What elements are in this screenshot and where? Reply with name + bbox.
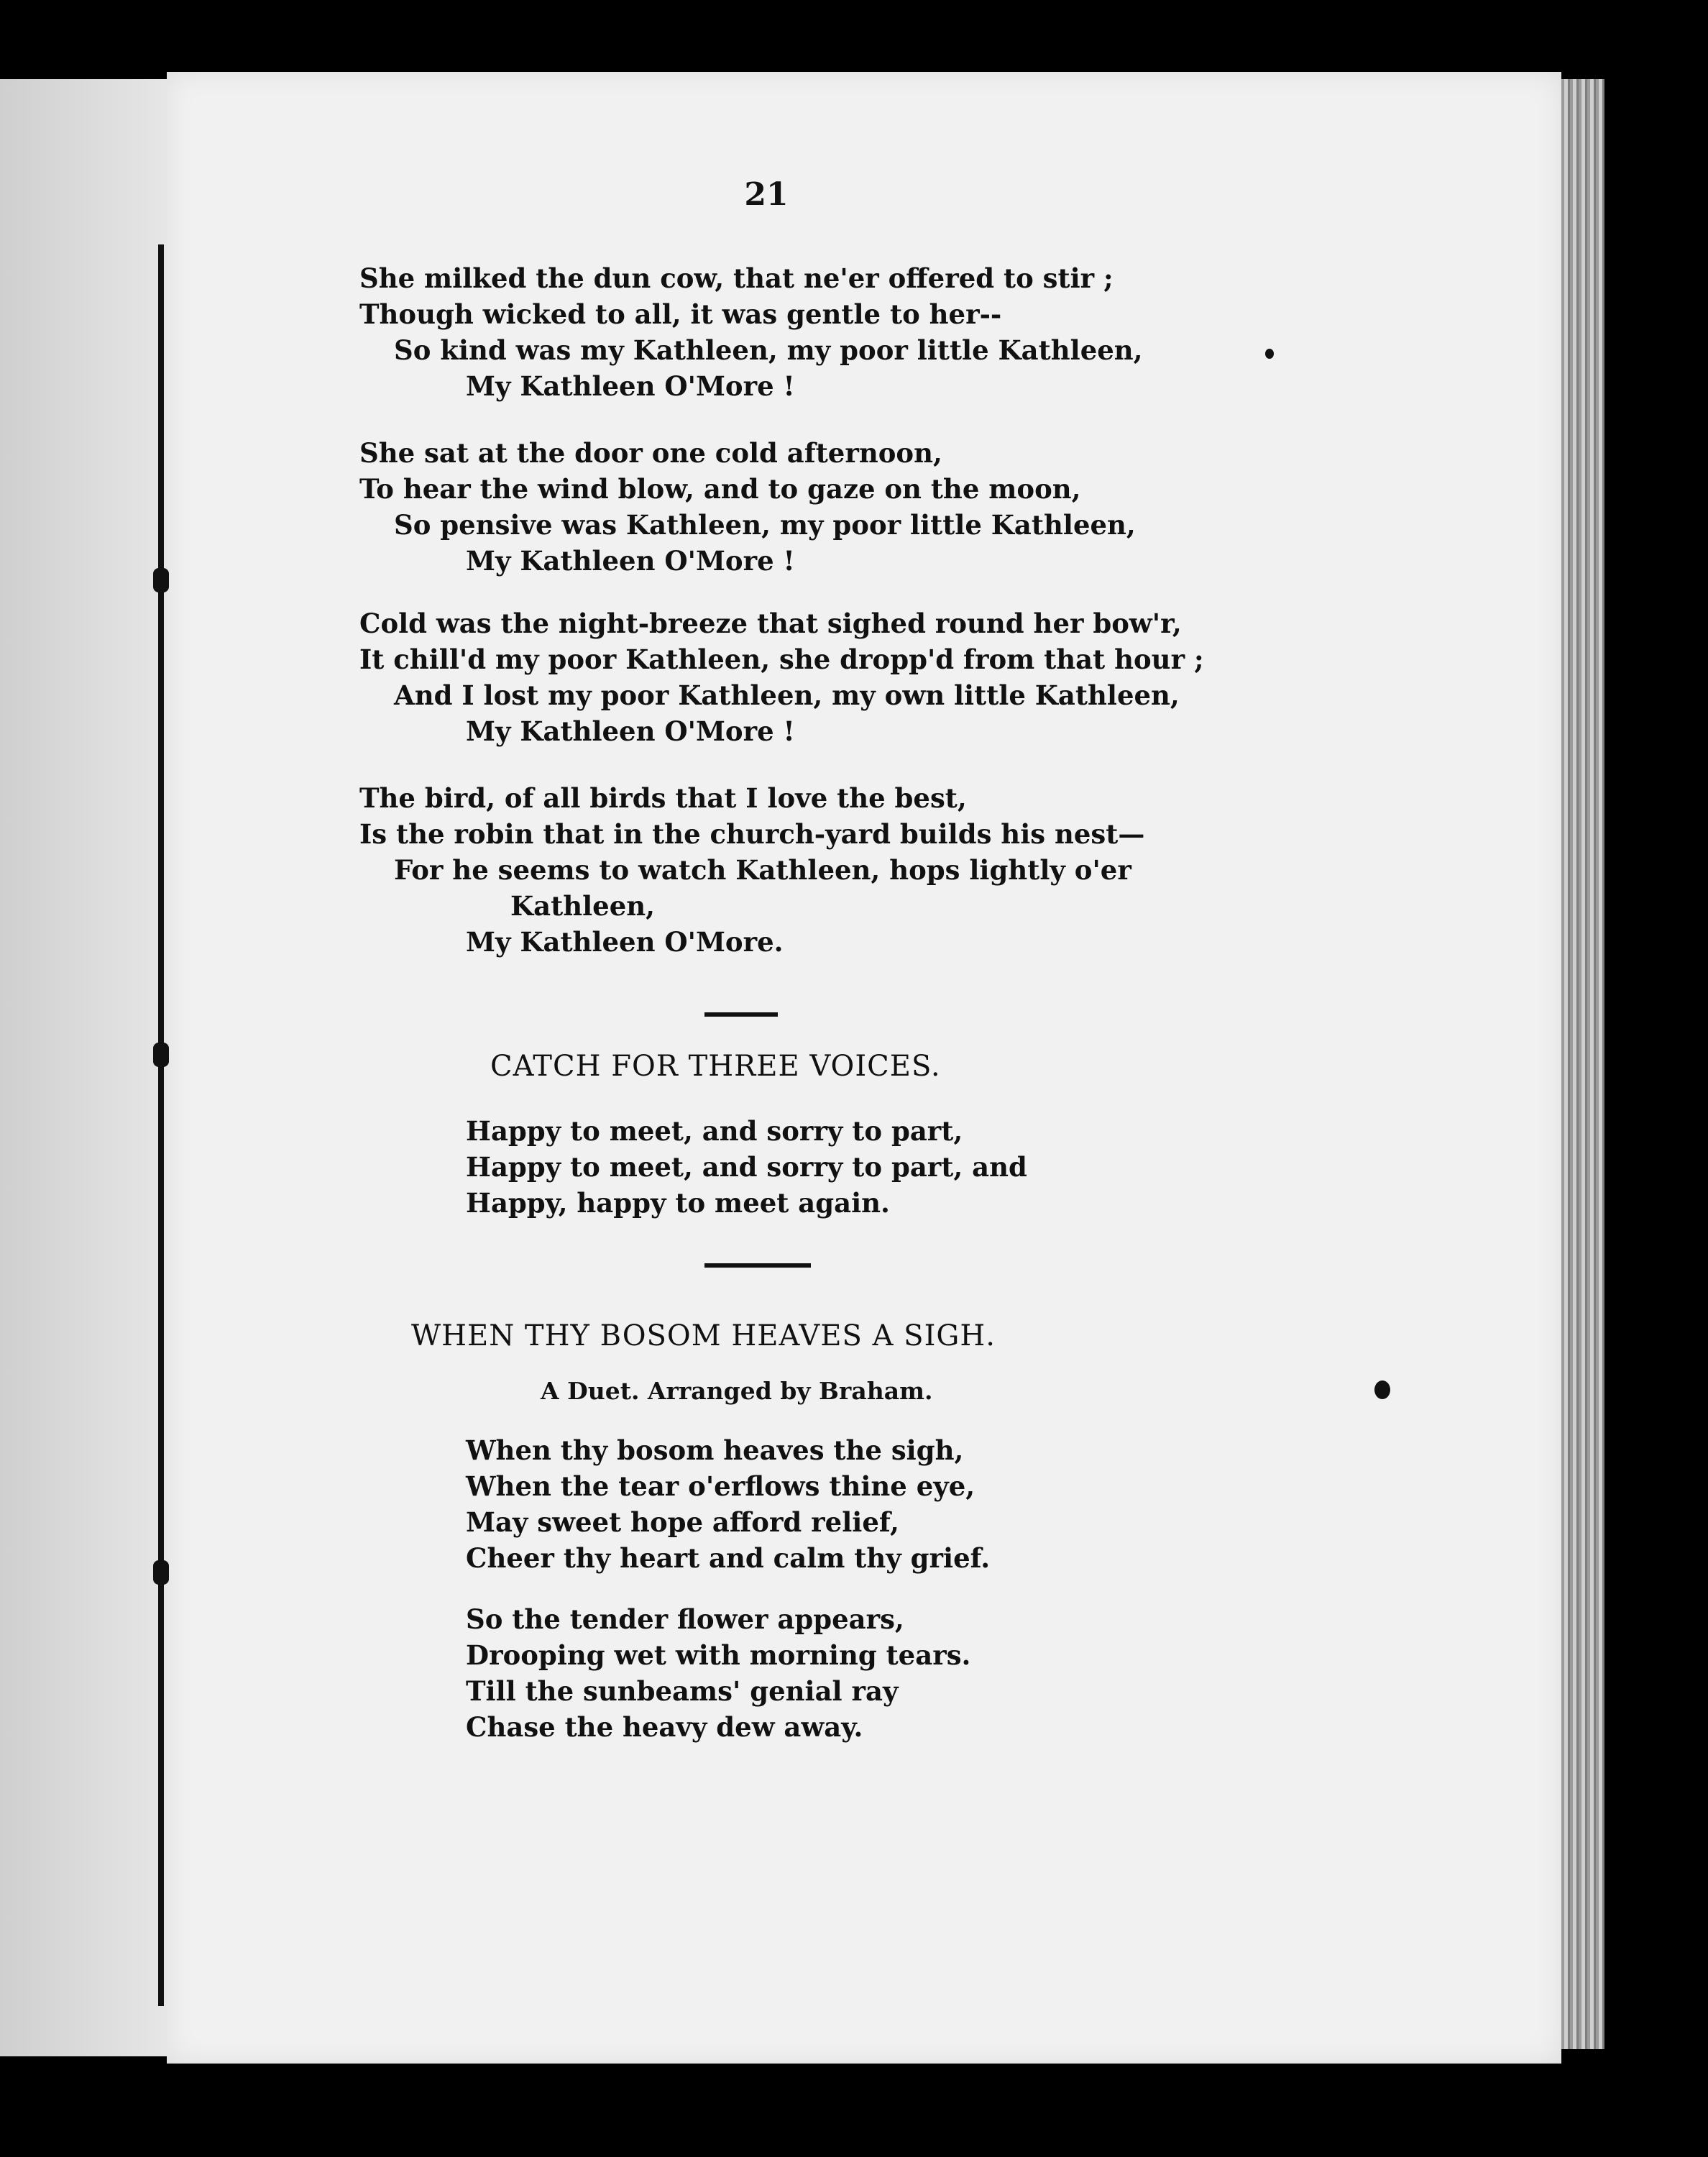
section-rule <box>704 1012 778 1017</box>
stanza <box>359 605 1204 749</box>
verse-line: Drooping wet with morning tears. <box>466 1639 971 1671</box>
verse-line: She milked the dun cow, that ne'er offered to stir ; <box>359 262 1114 294</box>
verse-line: Happy to meet, and sorry to part, <box>466 1115 963 1147</box>
verse-line: Chase the heavy dew away. <box>466 1711 863 1743</box>
stanza <box>359 435 1136 579</box>
verse-line: The bird, of all birds that I love the best, <box>359 782 967 814</box>
verse-line: And I lost my poor Kathleen, my own little Kathleen, <box>394 679 1180 711</box>
stanza <box>466 1601 970 1745</box>
verse-line: Happy to meet, and sorry to part, and <box>466 1151 1027 1183</box>
stanza <box>359 780 1144 960</box>
page-number: 21 <box>744 176 789 213</box>
verse-line: Kathleen, <box>510 890 656 922</box>
song-subtitle: A Duet. Arranged by Braham. <box>541 1377 933 1405</box>
verse-line: Cheer thy heart and calm thy grief. <box>466 1542 991 1574</box>
verse-line: So the tender flower appears, <box>466 1603 904 1635</box>
verse-line: When thy bosom heaves the sigh, <box>466 1434 964 1466</box>
verse-line: Cold was the night-breeze that sighed round her bow'r, <box>359 608 1182 639</box>
verse-line: My Kathleen O'More. <box>466 926 784 958</box>
verse-line: To hear the wind blow, and to gaze on the moon, <box>359 473 1081 505</box>
song-title: CATCH FOR THREE VOICES. <box>490 1050 941 1083</box>
verse-line: For he seems to watch Kathleen, hops lightly o'er <box>394 854 1131 886</box>
verse-line: She sat at the door one cold afternoon, <box>359 437 942 469</box>
stanza <box>359 260 1143 404</box>
verse-line: When the tear o'erflows thine eye, <box>466 1470 975 1502</box>
verse-line: My Kathleen O'More ! <box>466 370 795 402</box>
verse-line: Is the robin that in the church-yard builds his nest— <box>359 818 1145 850</box>
verse-line: So pensive was Kathleen, my poor little Kathleen, <box>394 509 1136 541</box>
verse-line: Till the sunbeams' genial ray <box>466 1675 899 1707</box>
verse-line: My Kathleen O'More ! <box>466 715 795 747</box>
song-title: WHEN THY BOSOM HEAVES A SIGH. <box>411 1319 996 1352</box>
verse-line: Though wicked to all, it was gentle to her-- <box>359 298 1002 330</box>
verse-line: Happy, happy to meet again. <box>466 1187 890 1219</box>
verse-line: So kind was my Kathleen, my poor little Kathleen, <box>394 334 1143 366</box>
stanza <box>466 1113 1027 1221</box>
stanza <box>466 1432 990 1576</box>
verse-line: My Kathleen O'More ! <box>466 545 795 577</box>
verse-line: It chill'd my poor Kathleen, she dropp'd from that hour ; <box>359 644 1204 675</box>
verse-line: May sweet hope afford relief, <box>466 1506 899 1538</box>
section-rule <box>704 1263 811 1268</box>
